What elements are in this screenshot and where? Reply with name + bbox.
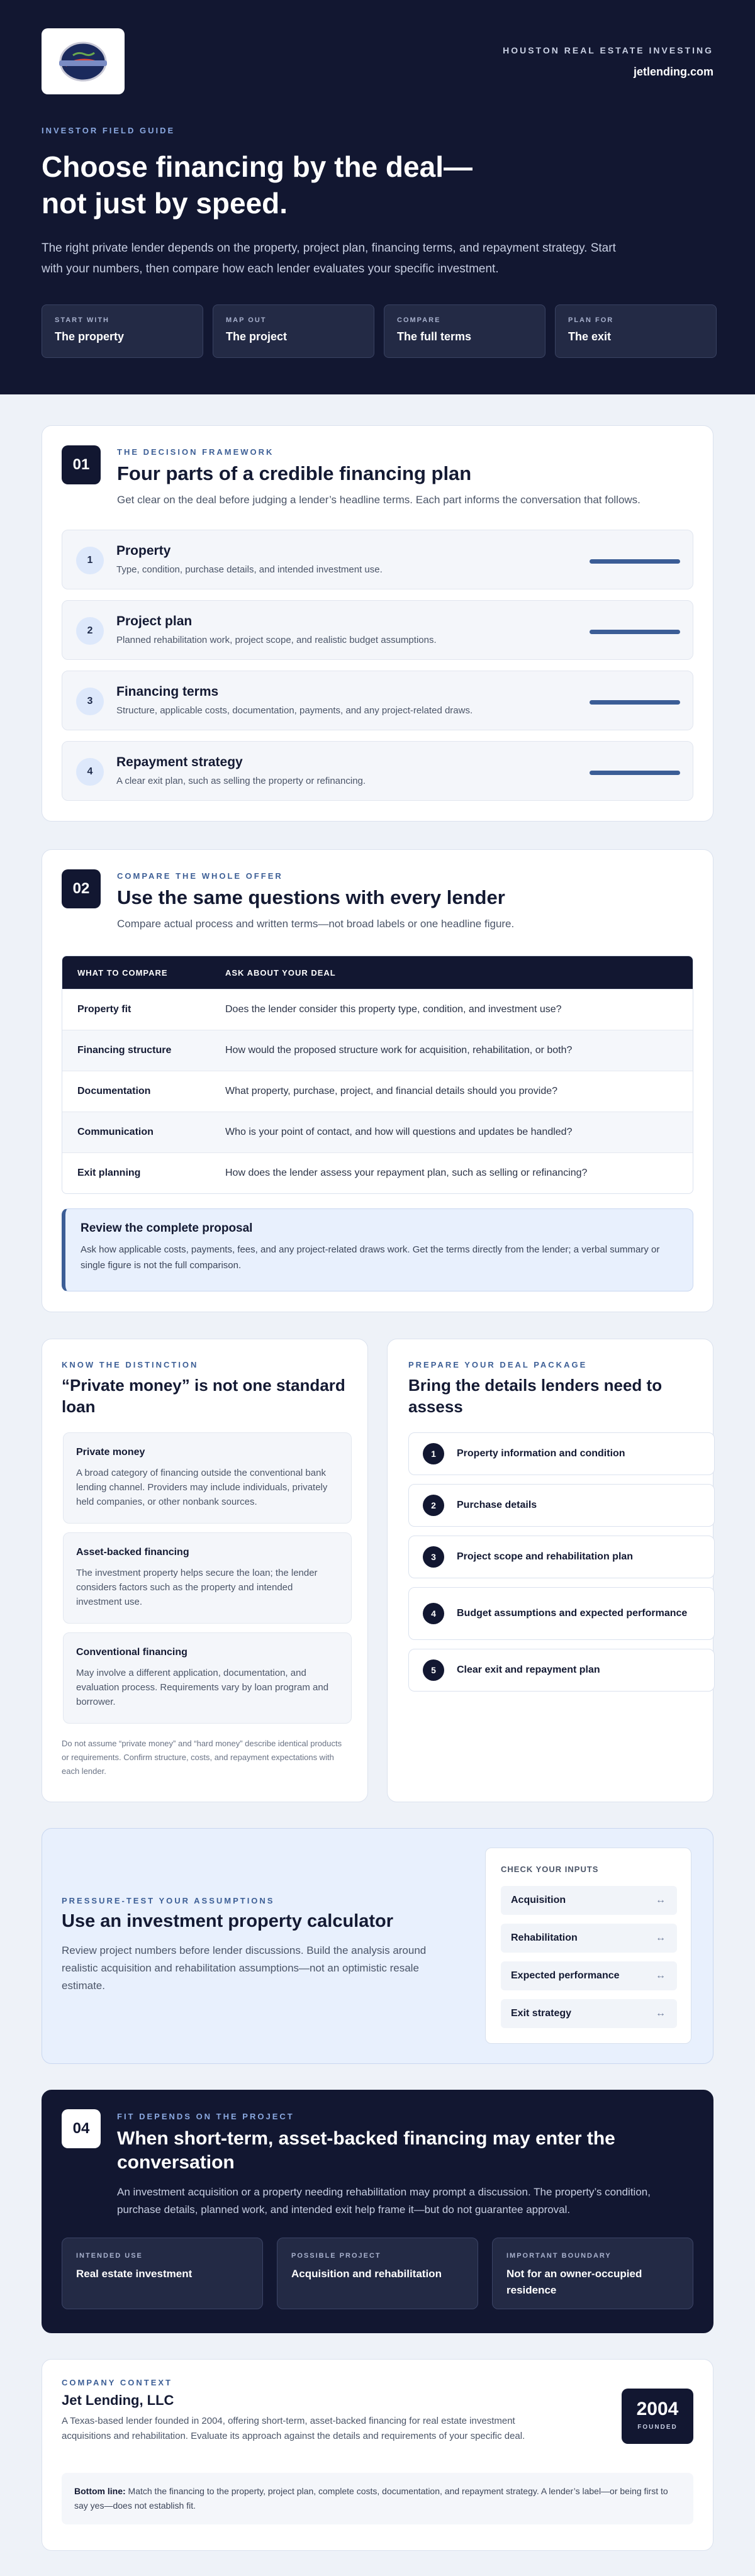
page-title [42, 148, 608, 221]
chip-value: The full terms [397, 330, 472, 343]
company-body: A Texas-based lender founded in 2004, offering short-term, asset-backed financing for real estate investment acquisitions and rehabilitation. Evaluate its approach against the details and requirements of your specific deal. [62, 2416, 525, 2441]
fit-section [42, 2090, 713, 2333]
chip-value: The exit [568, 330, 612, 343]
input-expected-performance[interactable] [501, 1961, 677, 1990]
calculator-section [42, 1828, 713, 2064]
step-number: 4 [76, 758, 104, 786]
item-label: Property information and condition [457, 1448, 625, 1459]
item-label: Project scope and rehabilitation plan [457, 1551, 634, 1562]
table-row [62, 1071, 693, 1112]
hero-header [0, 0, 755, 394]
item-number: 5 [423, 1659, 444, 1681]
inputs-title: CHECK YOUR INPUTS [501, 1865, 599, 1874]
accent-bar [590, 771, 680, 775]
title-line-1: Choose financing by the deal— [42, 150, 473, 183]
row-question: Does the lender consider this property type, condition, and investment use? [225, 1004, 562, 1015]
input-label: Rehabilitation [511, 1932, 578, 1943]
item-desc: Planned rehabilitation work, project scope, and realistic budget assumptions. [116, 635, 437, 645]
section-body: Review project numbers before lender discussions. Build the analysis around realistic acquisition and rehabilitation assumptions—not an optimistic resale estimate. [62, 1944, 427, 1992]
section-eyebrow: COMPANY CONTEXT [62, 2378, 172, 2387]
accent-bar [590, 559, 680, 564]
framework-item-financing-terms [62, 671, 693, 730]
package-item [408, 1649, 715, 1692]
callout-title: Review the complete proposal [81, 1222, 253, 1235]
item-desc: Type, condition, purchase details, and intended investment use. [116, 564, 383, 575]
company-section [42, 2359, 713, 2551]
site-link[interactable]: jetlending.com [633, 65, 713, 78]
framework-item-project-plan [62, 600, 693, 660]
section-eyebrow: THE DECISION FRAMEWORK [117, 447, 274, 457]
item-title: Property [116, 544, 171, 558]
section-eyebrow: PREPARE YOUR DEAL PACKAGE [408, 1360, 588, 1369]
arrows-horizontal-icon: ↔ [656, 1970, 666, 1981]
section-title: Use an investment property calculator [62, 1911, 393, 1931]
table-row [62, 1112, 693, 1152]
distinction-section [42, 1339, 368, 1802]
founded-year: 2004 [636, 2399, 679, 2419]
input-label: Exit strategy [511, 2008, 572, 2019]
section-subtitle: Get clear on the deal before judging a lender’s headline terms. Each part informs the conversation that follows. [117, 494, 640, 506]
section-body: An investment acquisition or a property needing rehabilitation may prompt a discussion. The property’s condition, purchase details, planned work, and intended exit help frame it—but do not guarantee approval. [117, 2186, 651, 2216]
hero-chips [42, 304, 717, 358]
arrows-horizontal-icon: ↔ [656, 1895, 666, 1905]
review-callout [62, 1208, 693, 1291]
arrows-horizontal-icon: ↔ [656, 2008, 666, 2019]
inputs-panel [485, 1848, 691, 2044]
item-desc: A clear exit plan, such as selling the property or refinancing. [116, 776, 366, 786]
input-label: Acquisition [511, 1895, 566, 1905]
chip-exit [555, 304, 717, 358]
term-definition: May involve a different application, documentation, and evaluation process. Requirements vary by loan program and borrower. [76, 1668, 329, 1707]
package-item [408, 1484, 715, 1527]
input-acquisition[interactable] [501, 1886, 677, 1915]
section-title: When short-term, asset-backed financing may enter the conversation [117, 2128, 615, 2173]
chip-possible-project [277, 2238, 478, 2309]
term-definition: The investment property helps secure the loan; the lender considers factors such as the property and intended investment use. [76, 1568, 318, 1607]
item-label: Purchase details [457, 1500, 537, 1510]
chip-terms [384, 304, 545, 358]
chip-value: Acquisition and rehabilitation [291, 2268, 442, 2280]
distinction-note: Do not assume “private money” and “hard money” describe identical products or requirements. Confirm structure, costs, and repayment expectations with each lender. [62, 1739, 342, 1776]
bottom-line [62, 2473, 693, 2524]
bottom-line-text: Match the financing to the property, project plan, complete costs, documentation, and repayment strategy. A lender’s label—or being first to say yes—does not establish fit. [74, 2486, 668, 2511]
founded-label: FOUNDED [637, 2424, 678, 2431]
term-asset-backed [63, 1532, 352, 1624]
table-row [62, 989, 693, 1030]
framework-item-repayment [62, 741, 693, 801]
accent-bar [590, 630, 680, 634]
input-rehabilitation[interactable] [501, 1924, 677, 1953]
framework-section [42, 425, 713, 822]
package-item [408, 1536, 715, 1578]
arrows-horizontal-icon: ↔ [656, 1932, 666, 1943]
input-exit-strategy[interactable] [501, 1999, 677, 2028]
founded-badge [622, 2389, 693, 2444]
item-desc: Structure, applicable costs, documentation, payments, and any project-related draws. [116, 705, 473, 716]
term-conventional [63, 1632, 352, 1724]
section-eyebrow: COMPARE THE WHOLE OFFER [117, 871, 283, 881]
compare-section [42, 849, 713, 1312]
section-subtitle: Compare actual process and written terms—not broad labels or one headline figure. [117, 918, 515, 930]
section-eyebrow: KNOW THE DISTINCTION [62, 1360, 199, 1369]
package-item [408, 1432, 715, 1475]
accent-bar [590, 700, 680, 705]
chip-intended-use [62, 2238, 263, 2309]
section-number: 04 [62, 2109, 101, 2148]
chip-value: The property [55, 330, 125, 343]
item-number: 2 [423, 1495, 444, 1516]
item-number: 3 [423, 1546, 444, 1568]
row-label: Documentation [77, 1086, 151, 1096]
section-number: 01 [62, 445, 101, 484]
section-eyebrow: PRESSURE-TEST YOUR ASSUMPTIONS [62, 1896, 275, 1905]
callout-body: Ask how applicable costs, payments, fees, and any project-related draws work. Get the terms directly from the lender; a verbal summary or single figure is not the full comparison. [81, 1244, 660, 1271]
item-title: Financing terms [116, 684, 219, 699]
title-line-2: not just by speed. [42, 187, 288, 220]
row-question: Who is your point of contact, and how will questions and updates be handled? [225, 1127, 573, 1137]
hero-eyebrow: INVESTOR FIELD GUIDE [42, 126, 176, 135]
section-eyebrow: FIT DEPENDS ON THE PROJECT [117, 2112, 294, 2121]
framework-item-property [62, 530, 693, 589]
item-number: 1 [423, 1443, 444, 1464]
row-question: How would the proposed structure work for acquisition, rehabilitation, or both? [225, 1045, 573, 1056]
globe-logo-icon [53, 36, 113, 87]
table-row [62, 1152, 693, 1193]
step-number: 1 [76, 547, 104, 574]
company-logo[interactable] [42, 28, 125, 94]
chip-kicker: MAP OUT [226, 316, 267, 324]
table-header [62, 956, 693, 989]
hero-meta [503, 45, 713, 79]
chip-kicker: POSSIBLE PROJECT [291, 2252, 381, 2260]
chip-kicker: IMPORTANT BOUNDARY [506, 2252, 612, 2260]
step-number: 2 [76, 617, 104, 645]
item-label: Budget assumptions and expected performance [457, 1608, 688, 1619]
chip-important-boundary [492, 2238, 693, 2309]
item-label: Clear exit and repayment plan [457, 1664, 600, 1675]
row-label: Financing structure [77, 1045, 172, 1056]
term-title: Private money [76, 1447, 145, 1458]
chip-kicker: INTENDED USE [76, 2252, 143, 2260]
company-name: Jet Lending, LLC [62, 2392, 174, 2408]
deal-package-section [387, 1339, 713, 1802]
row-label: Communication [77, 1127, 154, 1137]
row-label: Property fit [77, 1004, 131, 1015]
row-label: Exit planning [77, 1168, 141, 1178]
chip-kicker: START WITH [55, 316, 110, 324]
column-header: WHAT TO COMPARE [77, 967, 168, 978]
section-title: Four parts of a credible financing plan [117, 462, 472, 484]
chip-kicker: PLAN FOR [568, 316, 614, 324]
chip-project [213, 304, 374, 358]
section-title: Bring the details lenders need to assess [408, 1376, 663, 1416]
row-question: How does the lender assess your repayment plan, such as selling or refinancing? [225, 1168, 588, 1178]
item-title: Repayment strategy [116, 755, 243, 769]
bottom-line-label: Bottom line: [74, 2486, 126, 2496]
term-title: Asset-backed financing [76, 1547, 189, 1558]
chip-property [42, 304, 203, 358]
column-header: ASK ABOUT YOUR DEAL [225, 967, 336, 978]
section-title: “Private money” is not one standard loan [62, 1376, 345, 1416]
comparison-table [62, 956, 693, 1194]
location-kicker: HOUSTON REAL ESTATE INVESTING [503, 45, 713, 55]
chip-value: Not for an owner-occupied residence [506, 2268, 642, 2296]
package-item [408, 1587, 715, 1640]
table-row [62, 1030, 693, 1071]
item-number: 4 [423, 1603, 444, 1624]
chip-value: Real estate investment [76, 2268, 193, 2280]
row-question: What property, purchase, project, and financial details should you provide? [225, 1086, 558, 1096]
input-label: Expected performance [511, 1970, 620, 1981]
chip-kicker: COMPARE [397, 316, 441, 324]
chip-value: The project [226, 330, 288, 343]
term-private-money [63, 1432, 352, 1524]
step-number: 3 [76, 688, 104, 715]
hero-lede: The right private lender depends on the property, project plan, financing terms, and repayment strategy. Start with your numbers, then compare how each lender evaluates your specific investment. [42, 242, 616, 276]
term-definition: A broad category of financing outside the conventional bank lending channel. Providers may include individuals, privately held companies, or other nonbank sources. [76, 1468, 328, 1507]
section-number: 02 [62, 869, 101, 908]
section-title: Use the same questions with every lender [117, 886, 505, 908]
term-title: Conventional financing [76, 1647, 187, 1658]
item-title: Project plan [116, 614, 193, 628]
